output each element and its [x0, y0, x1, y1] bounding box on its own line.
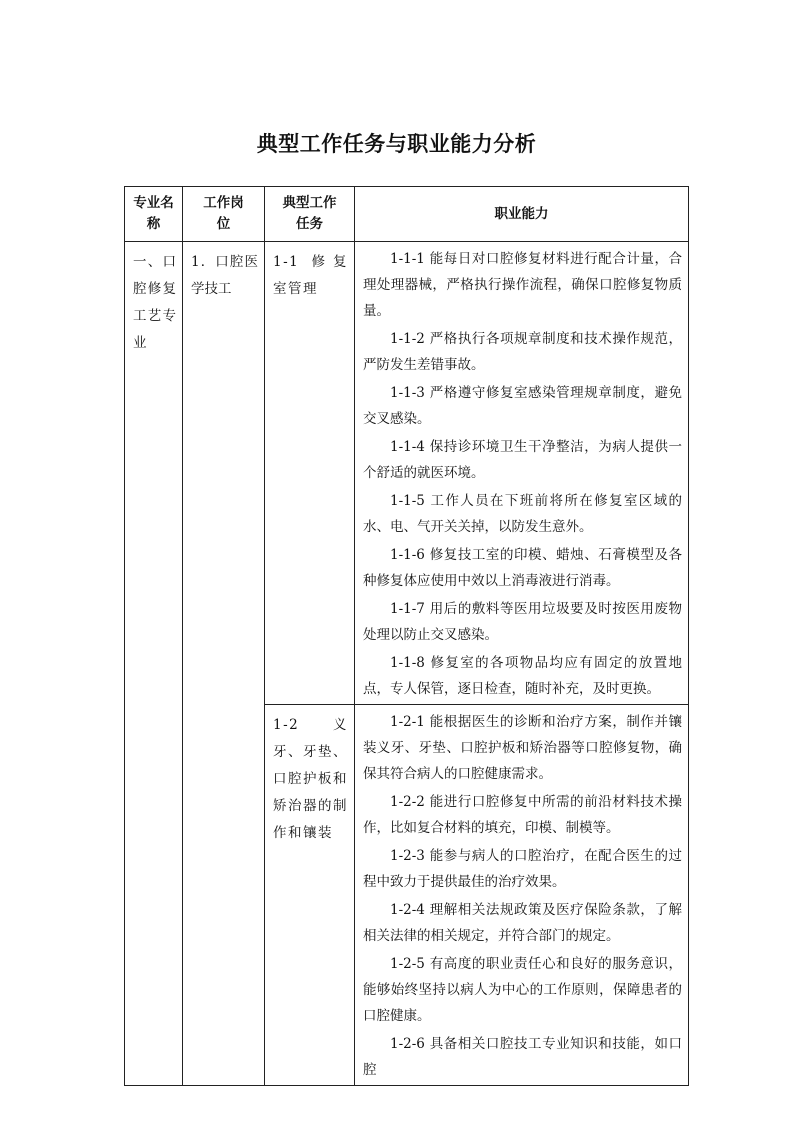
table-header-row: [125, 187, 689, 242]
ability-item: 1-2-1 能根据医生的诊断和治疗方案，制作并镶装义牙、牙垫、口腔护板和矫治器等口腔修复物，确保其符合病人的口腔健康需求。: [363, 714, 682, 782]
ability-item: 1-1-7 用后的敷料等医用垃圾要及时按医用废物处理以防止交叉感染。: [363, 601, 682, 643]
ability-item: 1-1-1 能每日对口腔修复材料进行配合计量，合理处理器械，严格执行操作流程，确保口腔修复物质量。: [363, 251, 682, 319]
ability-cell-1: [355, 242, 689, 705]
ability-item: 1-1-8 修复室的各项物品均应有固定的放置地点，专人保管，逐日检查，随时补充，及时更换。: [363, 655, 682, 697]
task-cell-1: 1-1 修复室管理: [265, 242, 355, 705]
ability-item: 1-2-6 具备相关口腔技工专业知识和技能，如口腔: [363, 1036, 682, 1078]
header-major: 专业名称: [125, 187, 183, 242]
competency-table: [124, 186, 689, 1086]
header-task: 典型工作任务: [265, 187, 355, 242]
ability-item: 1-1-6 修复技工室的印模、蜡烛、石膏模型及各种修复体应使用中效以上消毒液进行消毒。: [363, 547, 682, 589]
ability-item: 1-2-2 能进行口腔修复中所需的前沿材料技术操作，比如复合材料的填充，印模、制模等。: [363, 794, 682, 836]
ability-cell-2: [355, 705, 689, 1086]
task-cell-2: 1-2 义牙、牙垫、口腔护板和矫治器的制作和镶装: [265, 705, 355, 1086]
ability-item: 1-2-3 能参与病人的口腔治疗，在配合医生的过程中致力于提供最佳的治疗效果。: [363, 848, 682, 890]
header-post: 工作岗位: [183, 187, 265, 242]
ability-item: 1-2-4 理解相关法规政策及医疗保险条款，了解相关法律的相关规定，并符合部门的规定。: [363, 902, 682, 944]
post-cell: 1．口腔医学技工: [183, 242, 265, 1086]
ability-item: 1-1-3 严格遵守修复室感染管理规章制度，避免交叉感染。: [363, 385, 682, 427]
major-cell: 一、口腔修复工艺专业: [125, 242, 183, 1086]
ability-item: 1-1-2 严格执行各项规章制度和技术操作规范，严防发生差错事故。: [363, 331, 682, 373]
ability-item: 1-2-5 有高度的职业责任心和良好的服务意识，能够始终坚持以病人为中心的工作原则，保障患者的口腔健康。: [363, 956, 682, 1024]
ability-item: 1-1-4 保持诊环境卫生干净整洁，为病人提供一个舒适的就医环境。: [363, 439, 682, 481]
page-title: 典型工作任务与职业能力分析: [256, 132, 537, 156]
header-ability: 职业能力: [355, 187, 689, 242]
table-row: [125, 242, 689, 705]
ability-item: 1-1-5 工作人员在下班前将所在修复室区域的水、电、气开关关掉，以防发生意外。: [363, 493, 682, 535]
